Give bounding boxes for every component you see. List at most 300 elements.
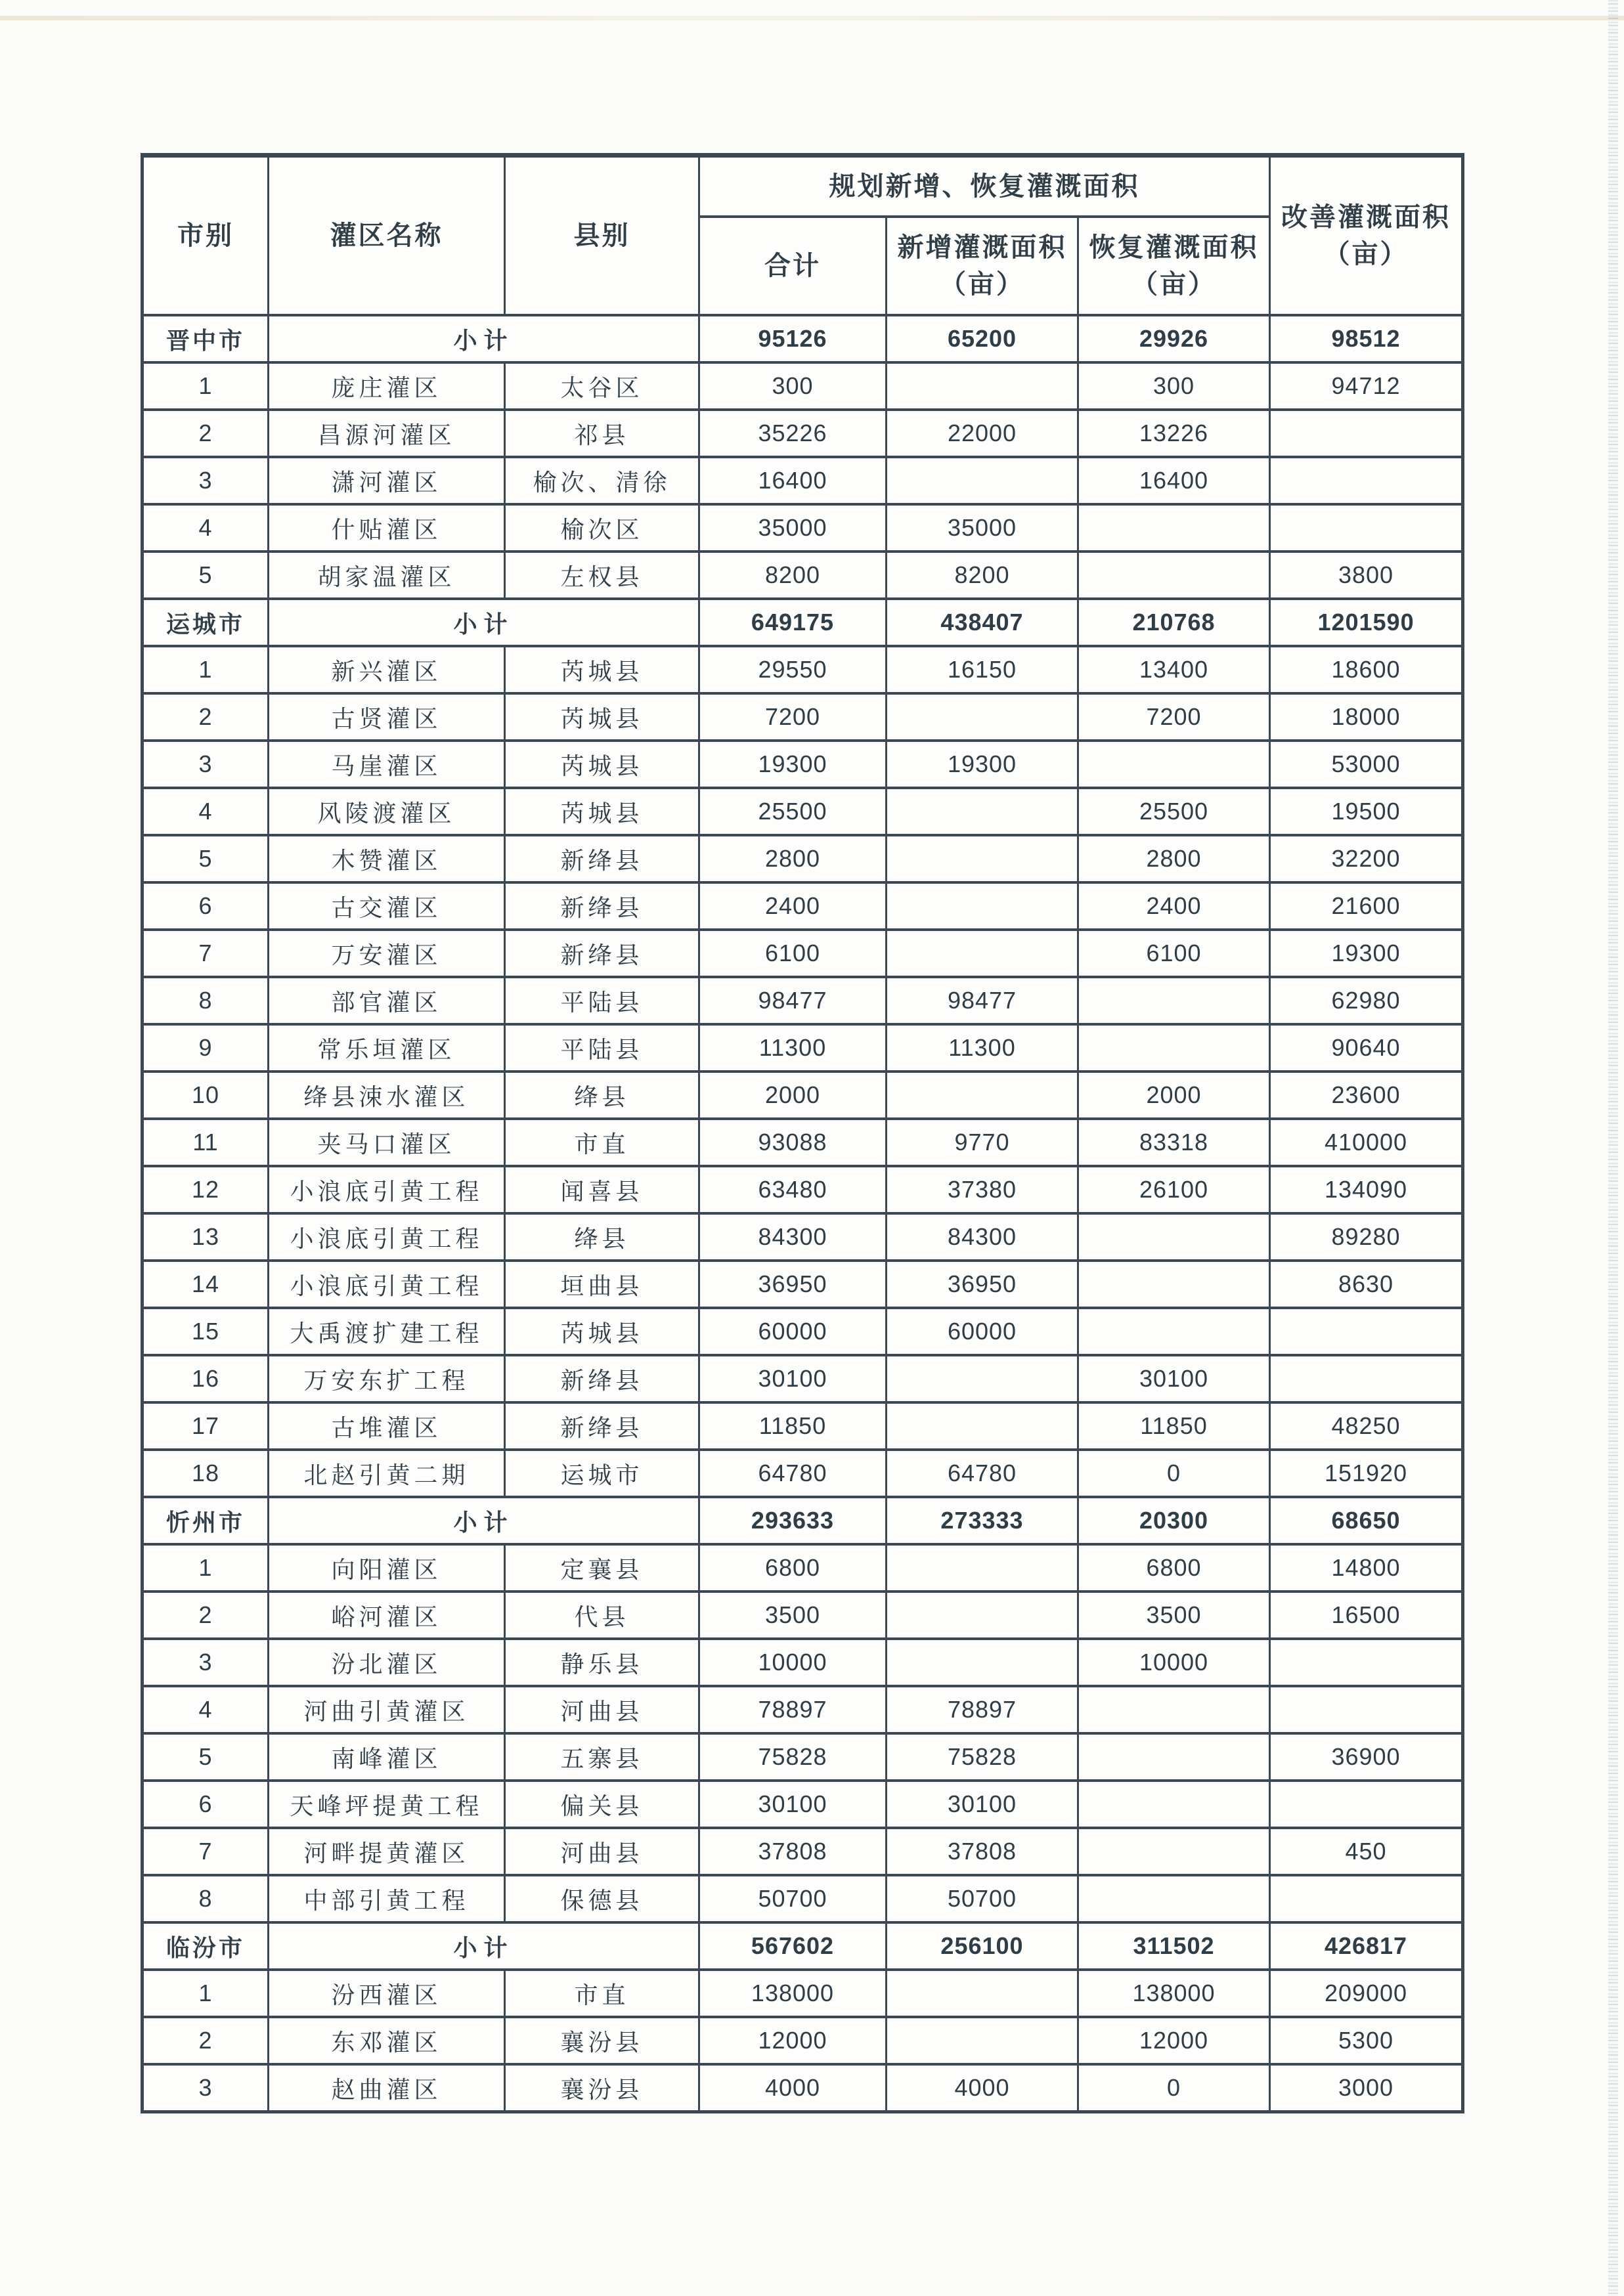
restored-cell: 26100 [1078,1166,1270,1213]
city-cell: 运城市 [143,599,269,646]
total-cell: 11300 [699,1024,887,1072]
new-cell [887,882,1078,930]
total-cell: 3500 [699,1592,887,1639]
total-cell: 84300 [699,1213,887,1261]
subtotal-row [143,1922,1463,1970]
restored-cell: 138000 [1078,1970,1270,2017]
row-number-cell: 3 [143,457,269,504]
table-row [143,1686,1463,1733]
table-row [143,646,1463,693]
district-name-cell: 大禹渡扩建工程 [269,1308,505,1355]
new-cell: 9770 [887,1119,1078,1166]
improved-cell: 209000 [1270,1970,1463,2017]
irrigation-area-table [141,153,1464,2113]
improved-cell: 14800 [1270,1544,1463,1592]
subtotal-new-cell: 65200 [887,315,1078,362]
row-number-cell: 11 [143,1119,269,1166]
new-cell: 4000 [887,2064,1078,2112]
total-cell: 25500 [699,788,887,835]
county-cell: 新绛县 [505,1355,699,1402]
total-cell: 35226 [699,410,887,457]
table-row [143,1119,1463,1166]
district-name-cell: 汾西灌区 [269,1970,505,2017]
county-cell: 芮城县 [505,1308,699,1355]
improved-cell [1270,1639,1463,1686]
row-number-cell: 4 [143,788,269,835]
district-name-cell: 庞庄灌区 [269,362,505,410]
improved-cell [1270,1355,1463,1402]
header-restored-line2: （亩） [1131,270,1217,299]
subtotal-total-cell: 293633 [699,1497,887,1544]
row-number-cell: 2 [143,410,269,457]
new-cell: 8200 [887,552,1078,599]
county-cell: 新绛县 [505,882,699,930]
district-name-cell: 天峰坪提黄工程 [269,1781,505,1828]
new-cell [887,457,1078,504]
district-name-cell: 河畔提黄灌区 [269,1828,505,1875]
county-cell: 市直 [505,1119,699,1166]
improved-cell: 48250 [1270,1402,1463,1450]
restored-cell: 6100 [1078,930,1270,977]
row-number-cell: 3 [143,2064,269,2112]
district-name-cell: 木赞灌区 [269,835,505,882]
improved-cell [1270,1875,1463,1922]
county-cell: 河曲县 [505,1686,699,1733]
improved-cell: 134090 [1270,1166,1463,1213]
improved-cell: 450 [1270,1828,1463,1875]
total-cell: 75828 [699,1733,887,1781]
improved-cell: 19300 [1270,930,1463,977]
restored-cell: 0 [1078,1450,1270,1497]
restored-cell [1078,977,1270,1024]
new-cell: 36950 [887,1261,1078,1308]
total-cell: 8200 [699,552,887,599]
subtotal-restored-cell: 210768 [1078,599,1270,646]
new-cell: 78897 [887,1686,1078,1733]
restored-cell: 10000 [1078,1639,1270,1686]
improved-cell: 94712 [1270,362,1463,410]
row-number-cell: 4 [143,1686,269,1733]
county-cell: 襄汾县 [505,2017,699,2064]
row-number-cell: 6 [143,882,269,930]
county-cell: 襄汾县 [505,2064,699,2112]
county-cell: 芮城县 [505,788,699,835]
total-cell: 6100 [699,930,887,977]
improved-cell: 19500 [1270,788,1463,835]
new-cell: 35000 [887,504,1078,552]
subtotal-total-cell: 649175 [699,599,887,646]
new-cell: 19300 [887,741,1078,788]
table-row [143,410,1463,457]
subtotal-row [143,1497,1463,1544]
table-row [143,362,1463,410]
county-cell: 五寨县 [505,1733,699,1781]
district-name-cell: 小浪底引黄工程 [269,1166,505,1213]
improved-cell: 151920 [1270,1450,1463,1497]
subtotal-label-cell: 小计 [269,315,699,362]
restored-cell: 12000 [1078,2017,1270,2064]
restored-cell [1078,552,1270,599]
improved-cell: 53000 [1270,741,1463,788]
subtotal-new-cell: 256100 [887,1922,1078,1970]
improved-cell [1270,1686,1463,1733]
new-cell: 84300 [887,1213,1078,1261]
district-name-cell: 小浪底引黄工程 [269,1261,505,1308]
restored-cell: 30100 [1078,1355,1270,1402]
table-row [143,1970,1463,2017]
restored-cell: 300 [1078,362,1270,410]
row-number-cell: 8 [143,977,269,1024]
restored-cell: 13226 [1078,410,1270,457]
row-number-cell: 2 [143,2017,269,2064]
table-row [143,1213,1463,1261]
restored-cell: 11850 [1078,1402,1270,1450]
table-row [143,1875,1463,1922]
total-cell: 2800 [699,835,887,882]
improved-cell: 62980 [1270,977,1463,1024]
row-number-cell: 1 [143,646,269,693]
restored-cell [1078,1308,1270,1355]
district-name-cell: 什贴灌区 [269,504,505,552]
restored-cell: 25500 [1078,788,1270,835]
restored-cell: 0 [1078,2064,1270,2112]
subtotal-row [143,599,1463,646]
new-cell [887,2017,1078,2064]
county-cell: 榆次、清徐 [505,457,699,504]
row-number-cell: 1 [143,362,269,410]
total-cell: 138000 [699,1970,887,2017]
county-cell: 芮城县 [505,741,699,788]
table-row [143,552,1463,599]
county-cell: 新绛县 [505,1402,699,1450]
row-number-cell: 3 [143,1639,269,1686]
header-city: 市别 [143,156,269,316]
restored-cell [1078,1261,1270,1308]
table-row [143,693,1463,741]
subtotal-improved-cell: 426817 [1270,1922,1463,1970]
district-name-cell: 部官灌区 [269,977,505,1024]
district-name-cell: 小浪底引黄工程 [269,1213,505,1261]
row-number-cell: 1 [143,1970,269,2017]
header-planned-group: 规划新增、恢复灌溉面积 [699,156,1270,217]
improved-cell [1270,1781,1463,1828]
district-name-cell: 中部引黄工程 [269,1875,505,1922]
county-cell: 市直 [505,1970,699,2017]
row-number-cell: 16 [143,1355,269,1402]
new-cell: 22000 [887,410,1078,457]
subtotal-row [143,315,1463,362]
county-cell: 祁县 [505,410,699,457]
total-cell: 10000 [699,1639,887,1686]
restored-cell [1078,1828,1270,1875]
table-row [143,1355,1463,1402]
city-cell: 晋中市 [143,315,269,362]
restored-cell: 83318 [1078,1119,1270,1166]
new-cell [887,930,1078,977]
district-name-cell: 古堆灌区 [269,1402,505,1450]
row-number-cell: 14 [143,1261,269,1308]
new-cell [887,693,1078,741]
new-cell [887,1072,1078,1119]
county-cell: 定襄县 [505,1544,699,1592]
new-cell: 30100 [887,1781,1078,1828]
scan-artifact-right-strip [1608,0,1618,2296]
restored-cell [1078,504,1270,552]
district-name-cell: 马崖灌区 [269,741,505,788]
improved-cell: 36900 [1270,1733,1463,1781]
row-number-cell: 5 [143,835,269,882]
total-cell: 98477 [699,977,887,1024]
district-name-cell: 古交灌区 [269,882,505,930]
table-row [143,1402,1463,1450]
total-cell: 12000 [699,2017,887,2064]
district-name-cell: 汾北灌区 [269,1639,505,1686]
table-row [143,1166,1463,1213]
header-restored-line1: 恢复灌溉面积 [1089,233,1259,262]
new-cell: 64780 [887,1450,1078,1497]
row-number-cell: 7 [143,1828,269,1875]
district-name-cell: 万安灌区 [269,930,505,977]
new-cell [887,788,1078,835]
row-number-cell: 4 [143,504,269,552]
county-cell: 静乐县 [505,1639,699,1686]
total-cell: 2400 [699,882,887,930]
table-row [143,741,1463,788]
district-name-cell: 昌源河灌区 [269,410,505,457]
district-name-cell: 东邓灌区 [269,2017,505,2064]
improved-cell: 3000 [1270,2064,1463,2112]
new-cell [887,1544,1078,1592]
subtotal-restored-cell: 29926 [1078,315,1270,362]
total-cell: 300 [699,362,887,410]
total-cell: 60000 [699,1308,887,1355]
row-number-cell: 2 [143,1592,269,1639]
county-cell: 平陆县 [505,977,699,1024]
district-name-cell: 夹马口灌区 [269,1119,505,1166]
improved-cell: 32200 [1270,835,1463,882]
improved-cell: 3800 [1270,552,1463,599]
improved-cell: 23600 [1270,1072,1463,1119]
new-cell: 50700 [887,1875,1078,1922]
county-cell: 芮城县 [505,693,699,741]
district-name-cell: 万安东扩工程 [269,1355,505,1402]
county-cell: 闻喜县 [505,1166,699,1213]
county-cell: 运城市 [505,1450,699,1497]
total-cell: 35000 [699,504,887,552]
district-name-cell: 常乐垣灌区 [269,1024,505,1072]
county-cell: 河曲县 [505,1828,699,1875]
restored-cell [1078,1213,1270,1261]
total-cell: 63480 [699,1166,887,1213]
improved-cell: 18600 [1270,646,1463,693]
header-county: 县别 [505,156,699,316]
county-cell: 绛县 [505,1213,699,1261]
district-name-cell: 古贤灌区 [269,693,505,741]
new-cell [887,1355,1078,1402]
table-row [143,457,1463,504]
total-cell: 93088 [699,1119,887,1166]
row-number-cell: 12 [143,1166,269,1213]
improved-cell: 16500 [1270,1592,1463,1639]
total-cell: 36950 [699,1261,887,1308]
row-number-cell: 13 [143,1213,269,1261]
district-name-cell: 河曲引黄灌区 [269,1686,505,1733]
header-restored-area [1078,217,1270,315]
county-cell: 偏关县 [505,1781,699,1828]
total-cell: 30100 [699,1355,887,1402]
restored-cell: 2800 [1078,835,1270,882]
table-row [143,1733,1463,1781]
improved-cell [1270,457,1463,504]
restored-cell: 16400 [1078,457,1270,504]
header-improved-area [1270,156,1463,316]
improved-cell: 8630 [1270,1261,1463,1308]
row-number-cell: 9 [143,1024,269,1072]
table-row [143,1450,1463,1497]
table-body [143,315,1463,2112]
new-cell: 60000 [887,1308,1078,1355]
county-cell: 代县 [505,1592,699,1639]
table-row [143,1308,1463,1355]
row-number-cell: 3 [143,741,269,788]
district-name-cell: 北赵引黄二期 [269,1450,505,1497]
new-cell: 98477 [887,977,1078,1024]
header-new-area [887,217,1078,315]
improved-cell: 410000 [1270,1119,1463,1166]
new-cell: 75828 [887,1733,1078,1781]
total-cell: 29550 [699,646,887,693]
table-row [143,835,1463,882]
improved-cell: 5300 [1270,2017,1463,2064]
total-cell: 64780 [699,1450,887,1497]
subtotal-improved-cell: 1201590 [1270,599,1463,646]
restored-cell [1078,1875,1270,1922]
county-cell: 新绛县 [505,835,699,882]
county-cell: 绛县 [505,1072,699,1119]
table-row [143,504,1463,552]
table-header [143,156,1463,316]
total-cell: 30100 [699,1781,887,1828]
subtotal-new-cell: 273333 [887,1497,1078,1544]
row-number-cell: 17 [143,1402,269,1450]
county-cell: 保德县 [505,1875,699,1922]
table-row [143,1072,1463,1119]
county-cell: 新绛县 [505,930,699,977]
district-name-cell: 潇河灌区 [269,457,505,504]
table-row [143,1024,1463,1072]
row-number-cell: 5 [143,552,269,599]
restored-cell [1078,1024,1270,1072]
improved-cell [1270,504,1463,552]
table-row [143,1592,1463,1639]
header-improved-line2: （亩） [1323,240,1409,269]
restored-cell: 6800 [1078,1544,1270,1592]
subtotal-total-cell: 95126 [699,315,887,362]
subtotal-total-cell: 567602 [699,1922,887,1970]
new-cell: 37380 [887,1166,1078,1213]
improved-cell [1270,1308,1463,1355]
improved-cell: 21600 [1270,882,1463,930]
new-cell [887,362,1078,410]
row-number-cell: 10 [143,1072,269,1119]
table-row [143,788,1463,835]
new-cell: 37808 [887,1828,1078,1875]
table-row [143,2064,1463,2112]
new-cell [887,1402,1078,1450]
county-cell: 太谷区 [505,362,699,410]
row-number-cell: 8 [143,1875,269,1922]
total-cell: 19300 [699,741,887,788]
district-name-cell: 峪河灌区 [269,1592,505,1639]
total-cell: 37808 [699,1828,887,1875]
total-cell: 4000 [699,2064,887,2112]
table-row [143,1828,1463,1875]
table-row [143,977,1463,1024]
district-name-cell: 新兴灌区 [269,646,505,693]
header-improved-line1: 改善灌溉面积 [1281,203,1451,232]
new-cell: 11300 [887,1024,1078,1072]
restored-cell [1078,741,1270,788]
restored-cell: 3500 [1078,1592,1270,1639]
improved-cell: 18000 [1270,693,1463,741]
restored-cell: 2400 [1078,882,1270,930]
district-name-cell: 绛县涑水灌区 [269,1072,505,1119]
restored-cell [1078,1686,1270,1733]
scan-artifact-top-line [0,16,1624,20]
row-number-cell: 2 [143,693,269,741]
new-cell [887,1639,1078,1686]
row-number-cell: 15 [143,1308,269,1355]
table-row [143,882,1463,930]
new-cell [887,1970,1078,2017]
table-row [143,930,1463,977]
row-number-cell: 7 [143,930,269,977]
restored-cell: 13400 [1078,646,1270,693]
total-cell: 78897 [699,1686,887,1733]
total-cell: 6800 [699,1544,887,1592]
improved-cell: 90640 [1270,1024,1463,1072]
district-name-cell: 向阳灌区 [269,1544,505,1592]
header-total: 合计 [699,217,887,315]
new-cell [887,835,1078,882]
subtotal-label-cell: 小计 [269,1497,699,1544]
district-name-cell: 南峰灌区 [269,1733,505,1781]
row-number-cell: 1 [143,1544,269,1592]
district-name-cell: 胡家温灌区 [269,552,505,599]
restored-cell: 7200 [1078,693,1270,741]
county-cell: 平陆县 [505,1024,699,1072]
district-name-cell: 风陵渡灌区 [269,788,505,835]
header-new-line2: （亩） [940,270,1024,299]
county-cell: 榆次区 [505,504,699,552]
table-row [143,1544,1463,1592]
header-new-line1: 新增灌溉面积 [897,233,1067,262]
new-cell: 16150 [887,646,1078,693]
header-district-name: 灌区名称 [269,156,505,316]
subtotal-restored-cell: 20300 [1078,1497,1270,1544]
restored-cell [1078,1733,1270,1781]
city-cell: 忻州市 [143,1497,269,1544]
table-row [143,2017,1463,2064]
subtotal-new-cell: 438407 [887,599,1078,646]
improved-cell: 89280 [1270,1213,1463,1261]
city-cell: 临汾市 [143,1922,269,1970]
county-cell: 垣曲县 [505,1261,699,1308]
district-name-cell: 赵曲灌区 [269,2064,505,2112]
total-cell: 2000 [699,1072,887,1119]
total-cell: 50700 [699,1875,887,1922]
new-cell [887,1592,1078,1639]
